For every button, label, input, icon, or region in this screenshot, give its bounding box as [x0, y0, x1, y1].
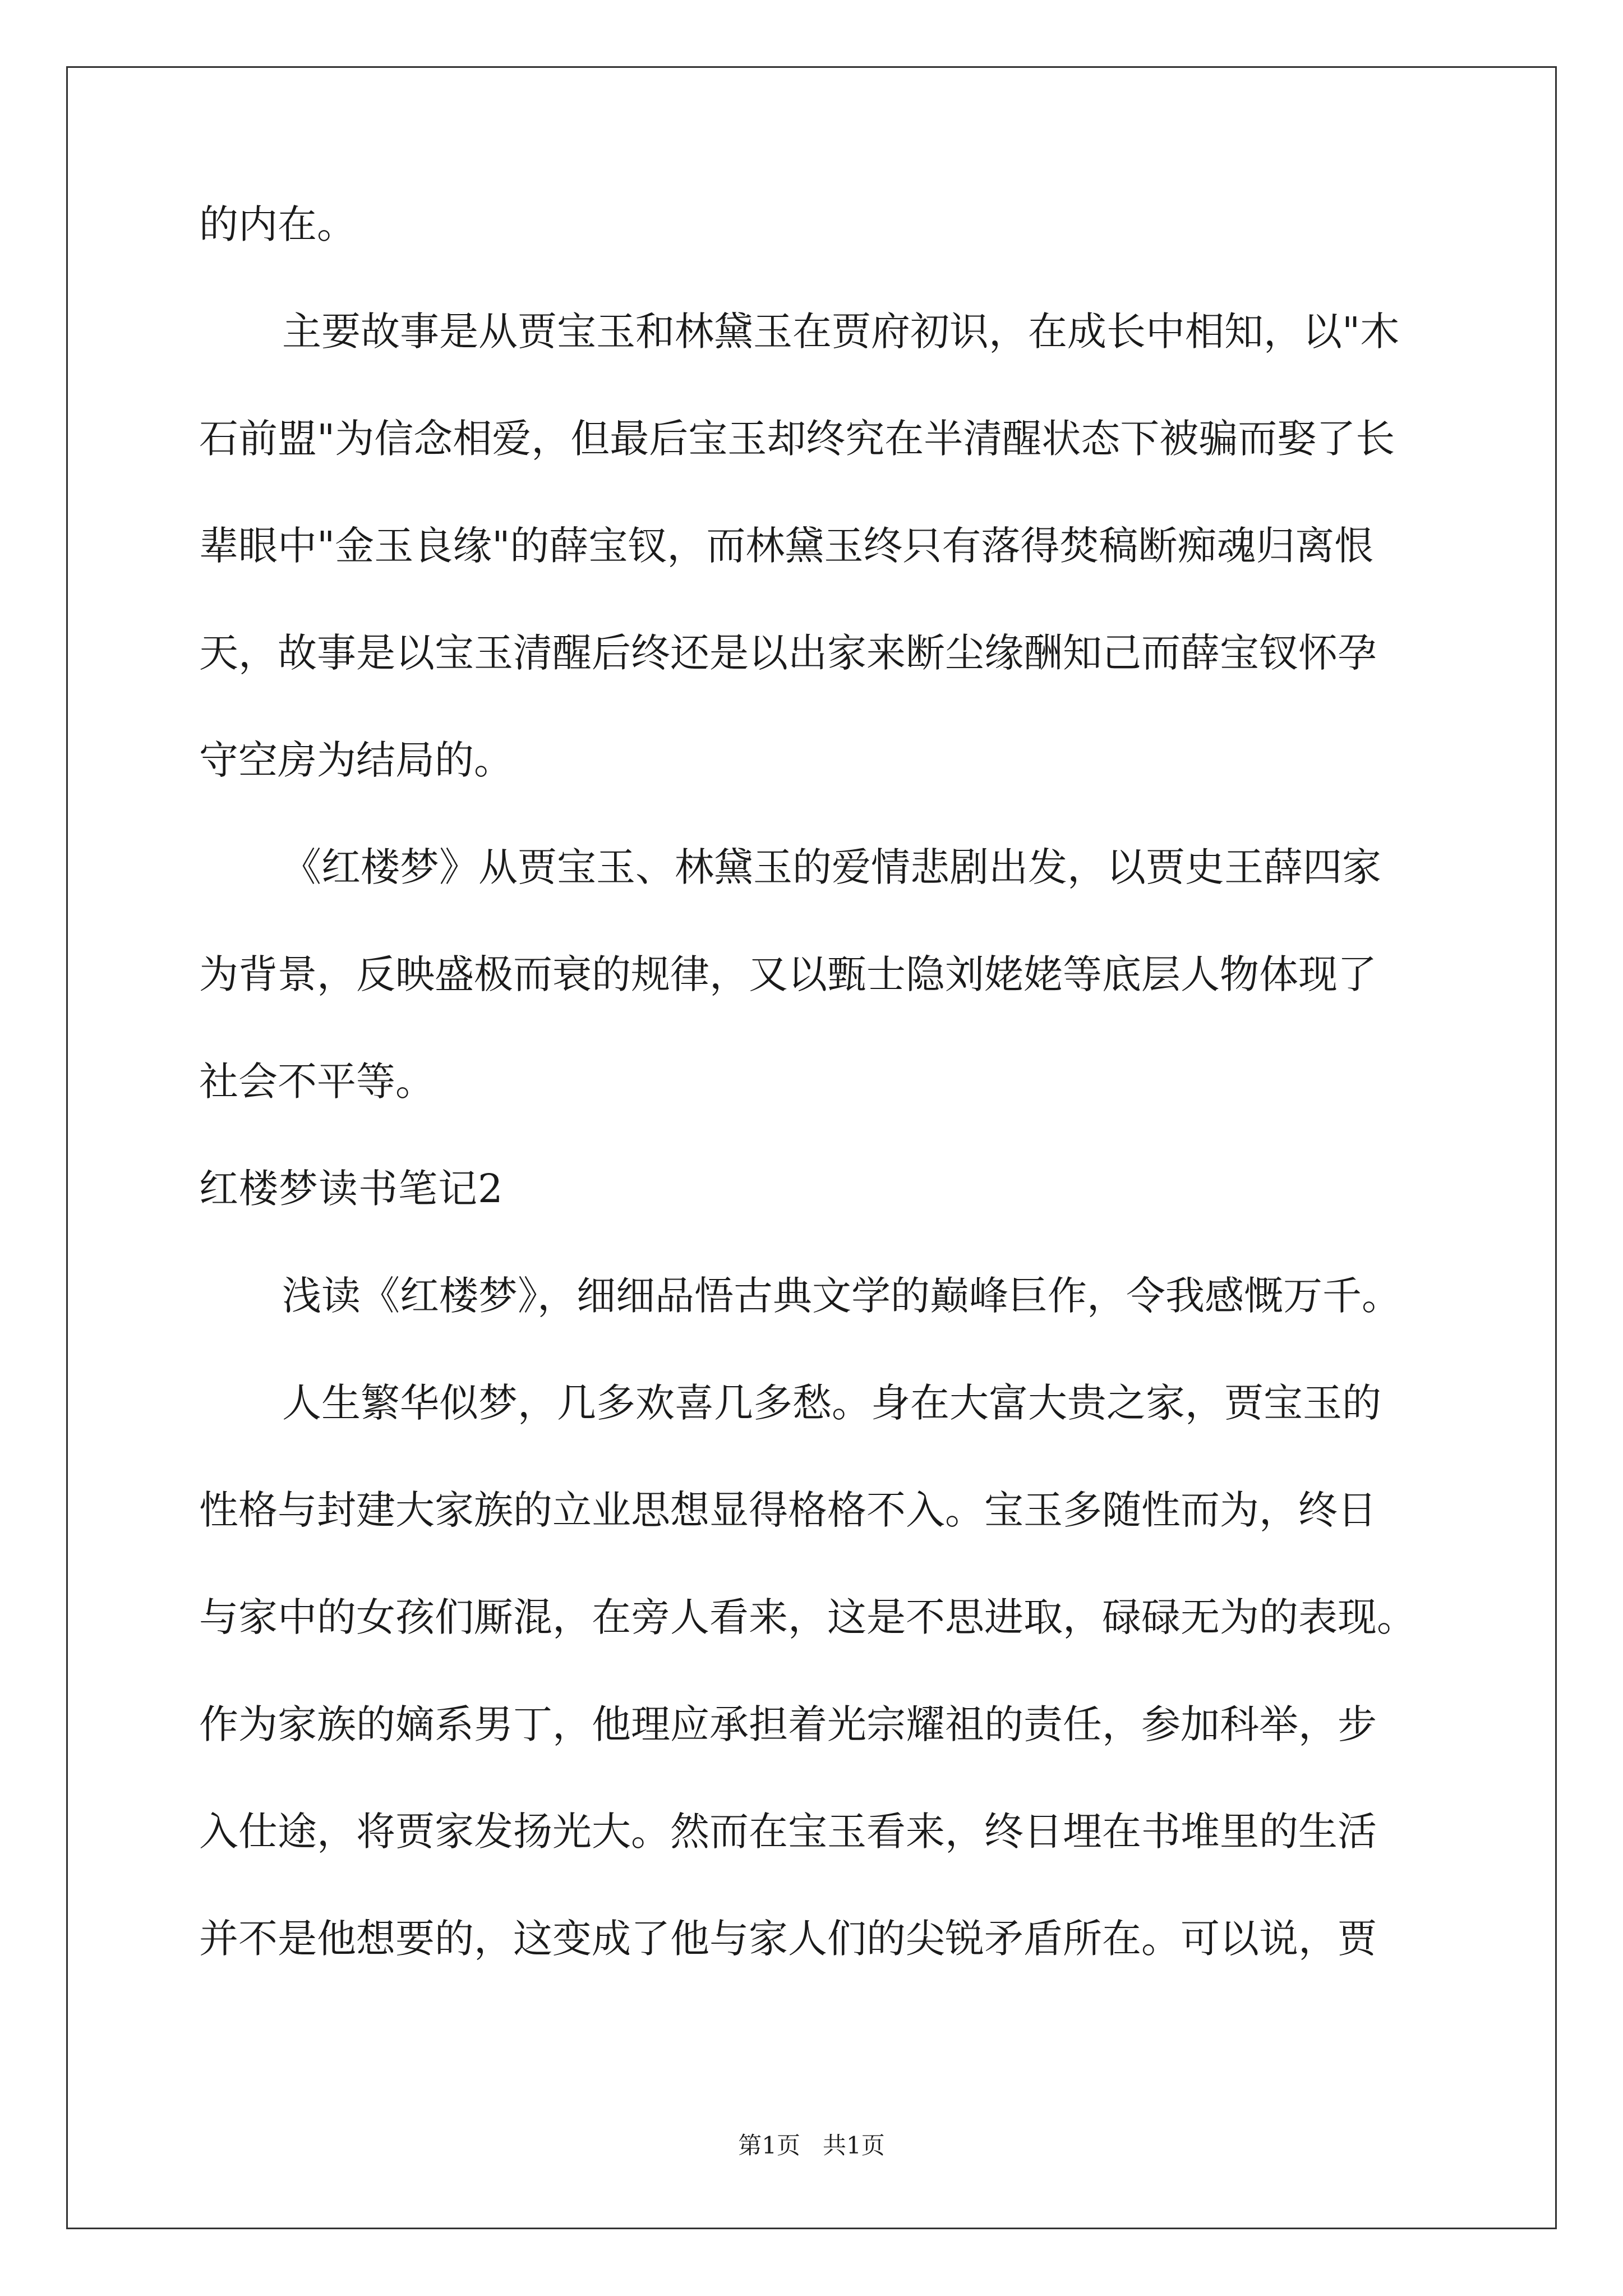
text-line-12: 人生繁华似梦，几多欢喜几多愁。身在大富大贵之家，贾宝玉的 — [282, 1380, 1381, 1426]
section-heading: 红楼梦读书笔记2 — [199, 1166, 504, 1212]
page-number: 第1页 — [738, 2132, 800, 2159]
text-line-8: 为背景，反映盛极而衰的规律，又以甄士隐刘姥姥等底层人物体现了 — [199, 951, 1377, 997]
text-line-15: 作为家族的嫡系男丁，他理应承担着光宗耀祖的责任，参加科举，步 — [199, 1701, 1377, 1747]
text-line-6: 守空房为结局的。 — [199, 737, 513, 783]
text-line-14: 与家中的女孩们厮混，在旁人看来，这是不思进取，碌碌无为的表现。 — [199, 1594, 1416, 1640]
text-line-3: 石前盟"为信念相爱，但最后宝玉却终究在半清醒状态下被骗而娶了长 — [199, 416, 1395, 462]
text-line-4: 辈眼中"金玉良缘"的薛宝钗，而林黛玉终只有落得焚稿断痴魂归离恨 — [199, 523, 1374, 569]
text-line-16: 入仕途，将贾家发扬光大。然而在宝玉看来，终日埋在书堆里的生活 — [199, 1809, 1377, 1855]
text-line-7: 《红楼梦》从贾宝玉、林黛玉的爱情悲剧出发，以贾史王薛四家 — [282, 844, 1381, 890]
document-body — [199, 202, 1433, 2023]
page-total: 共1页 — [823, 2132, 885, 2159]
text-line-1: 的内在。 — [199, 201, 356, 247]
text-line-2: 主要故事是从贾宝玉和林黛玉在贾府初识，在成长中相知，以"木 — [282, 309, 1400, 355]
text-line-13: 性格与封建大家族的立业思想显得格格不入。宝玉多随性而为，终日 — [199, 1487, 1377, 1533]
text-line-11: 浅读《红楼梦》，细细品悟古典文学的巅峰巨作，令我感慨万千。 — [282, 1273, 1401, 1319]
page-footer — [0, 2132, 1623, 2160]
text-line-17: 并不是他想要的，这变成了他与家人们的尖锐矛盾所在。可以说，贾 — [199, 1916, 1377, 1962]
text-line-9: 社会不平等。 — [199, 1059, 435, 1105]
text-line-5: 天，故事是以宝玉清醒后终还是以出家来断尘缘酬知己而薛宝钗怀孕 — [199, 630, 1377, 676]
